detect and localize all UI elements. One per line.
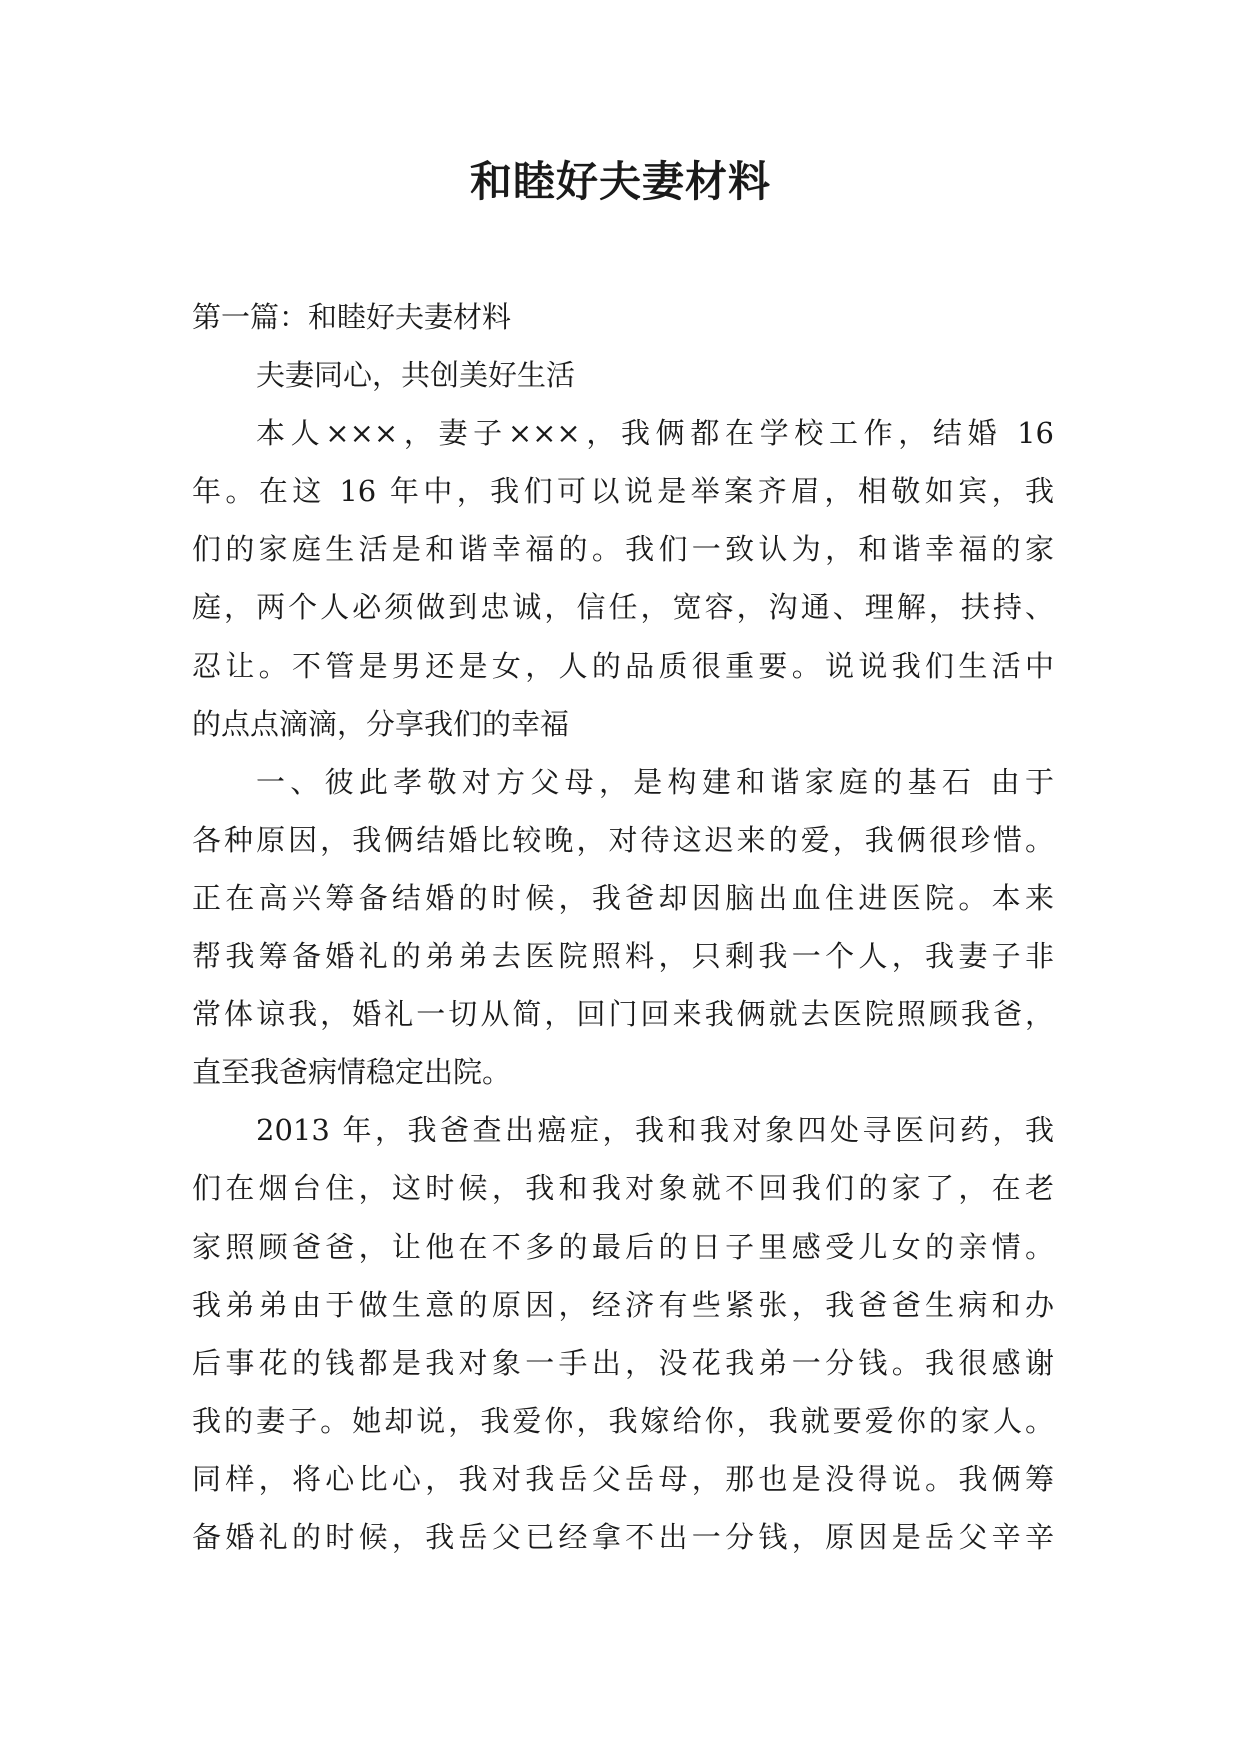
paragraph-line: 2013 年，我爸查出癌症，我和我对象四处寻医问药，我 [256, 1113, 1054, 1148]
paragraph-line: 帮我筹备婚礼的弟弟去医院照料，只剩我一个人，我妻子非 [192, 939, 1054, 974]
paragraph-line: 庭，两个人必须做到忠诚，信任，宽容，沟通、理解，扶持、 [192, 590, 1054, 625]
paragraph-line: 后事花的钱都是我对象一手出，没花我弟一分钱。我很感谢 [192, 1345, 1054, 1380]
paragraph-line: 常体谅我，婚礼一切从简，回门回来我俩就去医院照顾我爸， [192, 997, 1054, 1032]
paragraph-line: 正在高兴筹备结婚的时候，我爸却因脑出血住进医院。本来 [192, 880, 1054, 915]
paragraph-line: 年。在这 16 年中，我们可以说是举案齐眉，相敬如宾，我 [192, 474, 1054, 509]
paragraph-line: 我的妻子。她却说，我爱你，我嫁给你，我就要爱你的家人。 [192, 1403, 1054, 1438]
section-heading: 第一篇：和睦好夫妻材料 [192, 300, 512, 334]
paragraph-line: 我弟弟由于做生意的原因，经济有些紧张，我爸爸生病和办 [192, 1287, 1054, 1322]
paragraph-line: 的点点滴滴，分享我们的幸福 [192, 706, 570, 741]
paragraph-line: 各种原因，我俩结婚比较晚，对待这迟来的爱，我俩很珍惜。 [192, 822, 1054, 857]
subtitle: 夫妻同心，共创美好生活 [256, 358, 576, 393]
paragraph-line: 同样，将心比心，我对我岳父岳母，那也是没得说。我俩筹 [192, 1461, 1054, 1496]
paragraph-line: 一、彼此孝敬对方父母，是构建和谐家庭的基石 由于 [256, 764, 1054, 799]
paragraph-line: 们在烟台住，这时候，我和我对象就不回我们的家了，在老 [192, 1171, 1054, 1206]
paragraph-line: 直至我爸病情稳定出院。 [192, 1055, 512, 1090]
paragraph-line: 忍让。不管是男还是女，人的品质很重要。说说我们生活中 [192, 648, 1054, 683]
document-title: 和睦好夫妻材料 [469, 157, 771, 206]
paragraph-line: 家照顾爸爸，让他在不多的最后的日子里感受儿女的亲情。 [192, 1229, 1054, 1264]
document-body [192, 288, 1054, 1566]
paragraph-line: 备婚礼的时候，我岳父已经拿不出一分钱，原因是岳父辛辛 [192, 1519, 1054, 1554]
paragraph-line: 们的家庭生活是和谐幸福的。我们一致认为，和谐幸福的家 [192, 532, 1054, 567]
paragraph-line: 本人×××，妻子×××，我俩都在学校工作，结婚 16 [256, 416, 1054, 451]
